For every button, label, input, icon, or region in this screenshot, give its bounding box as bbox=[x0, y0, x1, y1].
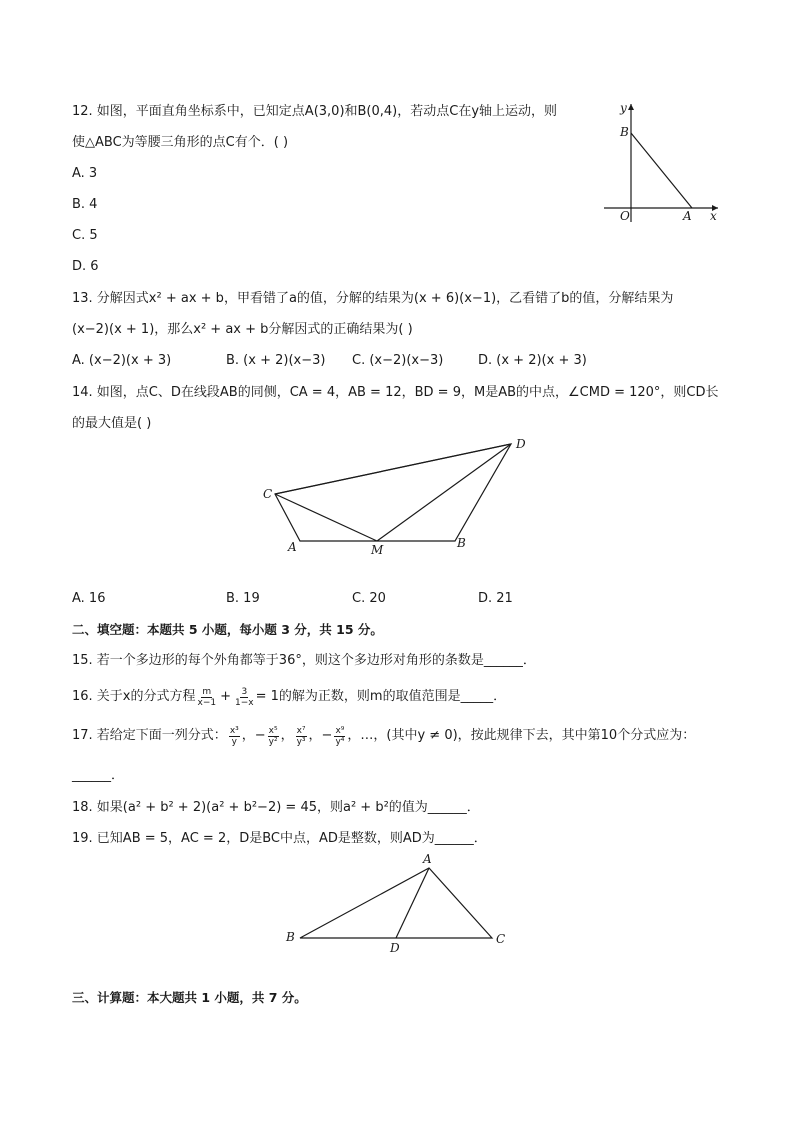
q17-sep-2: ， bbox=[280, 728, 294, 743]
q19-label-d: D bbox=[390, 941, 400, 955]
q19-figure bbox=[282, 850, 512, 960]
q16-frac2-num: 3 bbox=[241, 686, 248, 697]
section2-heading: 二、填空题：本题共 5 小题，每小题 3 分，共 15 分。 bbox=[72, 622, 383, 637]
q14-line2: 的最大值是( ) bbox=[72, 416, 152, 431]
section3-heading: 三、计算题：本大题共 1 小题，共 7 分。 bbox=[72, 990, 307, 1005]
q14-label-c: C bbox=[263, 487, 273, 501]
q12-option-c: C. 5 bbox=[72, 228, 98, 243]
q13-line1: 13. 分解因式x² + ax + b，甲看错了a的值，分解的结果为(x + 6)(x−1)，乙看错了b的值，分解结果为 bbox=[72, 291, 674, 306]
q17-term-4 bbox=[334, 726, 345, 747]
q12-option-d: D. 6 bbox=[72, 259, 99, 274]
q12-segment-ab bbox=[631, 133, 692, 208]
q19-text: 19. 已知AB = 5，AC = 2，D是BC中点，AD是整数，则AD为______． bbox=[72, 831, 487, 846]
q12-label-b: B bbox=[620, 125, 629, 139]
q12-coordinate-figure bbox=[598, 98, 728, 228]
q13-option-b: B. (x + 2)(x−3) bbox=[226, 353, 326, 368]
q17-term1-den: y bbox=[231, 736, 237, 747]
q17-line2: ______． bbox=[72, 768, 125, 783]
q17-term3-num: x⁷ bbox=[296, 725, 306, 736]
q17-term3-den: y³ bbox=[296, 736, 306, 747]
q12-label-y: y bbox=[620, 101, 627, 115]
q17-term-2 bbox=[268, 726, 279, 747]
q17-term1-num: x³ bbox=[229, 725, 239, 736]
q17-prefix: 17. 若给定下面一列分式： bbox=[72, 728, 227, 743]
q19-label-c: C bbox=[496, 932, 506, 946]
q14-outline bbox=[275, 444, 511, 541]
q16-fraction-1 bbox=[198, 687, 217, 708]
q14-line1: 14. 如图，点C、D在线段AB的同侧，CA = 4，AB = 12，BD = 9，M是AB的中点，∠CMD = 120°，则CD长 bbox=[72, 385, 719, 400]
q13-option-a: A. (x−2)(x + 3) bbox=[72, 353, 172, 368]
q17-term-1 bbox=[229, 726, 240, 747]
q14-label-a: A bbox=[288, 540, 297, 554]
q14-option-b: B. 19 bbox=[226, 591, 260, 606]
q12-line2: 使△ABC为等腰三角形的点C有个．( ) bbox=[72, 135, 289, 150]
q13-option-c: C. (x−2)(x−3) bbox=[352, 353, 444, 368]
q16-line bbox=[72, 684, 506, 710]
q12-line1: 12. 如图，平面直角坐标系中，已知定点A(3,0)和B(0,4)，若动点C在y轴上运动，则 bbox=[72, 104, 558, 119]
q12-y-arrow bbox=[628, 104, 634, 110]
q14-option-a: A. 16 bbox=[72, 591, 106, 606]
q17-term-3 bbox=[296, 726, 307, 747]
q17-suffix: ，…，(其中y ≠ 0)，按此规律下去，其中第10个分式应为： bbox=[347, 728, 696, 743]
q17-term2-den: y² bbox=[268, 736, 278, 747]
q17-sep-3: ，− bbox=[308, 728, 333, 743]
q19-median-ad bbox=[396, 868, 429, 938]
q12-label-a: A bbox=[683, 209, 692, 223]
q16-frac2-den: 1−x bbox=[235, 697, 254, 708]
q13-option-d: D. (x + 2)(x + 3) bbox=[478, 353, 587, 368]
q17-sep-1: ，− bbox=[241, 728, 266, 743]
q19-label-a: A bbox=[423, 852, 432, 866]
q14-figure bbox=[255, 432, 545, 562]
q17-term2-num: x⁵ bbox=[268, 725, 278, 736]
q19-label-b: B bbox=[286, 930, 295, 944]
q14-label-b: B bbox=[457, 536, 466, 550]
q18-text: 18. 如果(a² + b² + 2)(a² + b²−2) = 45，则a² + b²的值为______． bbox=[72, 800, 480, 815]
q17-line bbox=[72, 722, 695, 750]
q14-label-m: M bbox=[371, 543, 384, 557]
q16-frac1-num: m bbox=[202, 686, 212, 697]
q12-option-b: B. 4 bbox=[72, 197, 98, 212]
q16-frac1-den: x−1 bbox=[197, 697, 217, 708]
q16-plus: + bbox=[220, 689, 232, 704]
q14-segment-cm bbox=[275, 494, 377, 541]
q16-suffix: = 1的解为正数，则m的取值范围是_____． bbox=[255, 689, 507, 704]
q16-fraction-2 bbox=[235, 687, 254, 708]
q14-label-d: D bbox=[516, 437, 526, 451]
q12-option-a: A. 3 bbox=[72, 166, 98, 181]
q12-label-x: x bbox=[710, 209, 717, 223]
q19-triangle bbox=[300, 868, 492, 938]
q17-term4-num: x⁹ bbox=[335, 725, 345, 736]
q16-prefix: 16. 关于x的分式方程 bbox=[72, 689, 196, 704]
q15-text: 15. 若一个多边形的每个外角都等于36°，则这个多边形对角形的条数是______． bbox=[72, 653, 536, 668]
q17-term4-den: y⁴ bbox=[335, 736, 345, 747]
q14-option-c: C. 20 bbox=[352, 591, 386, 606]
q13-line2: (x−2)(x + 1)，那么x² + ax + b分解因式的正确结果为( ) bbox=[72, 322, 413, 337]
q14-option-d: D. 21 bbox=[478, 591, 513, 606]
q12-label-o: O bbox=[620, 209, 630, 223]
